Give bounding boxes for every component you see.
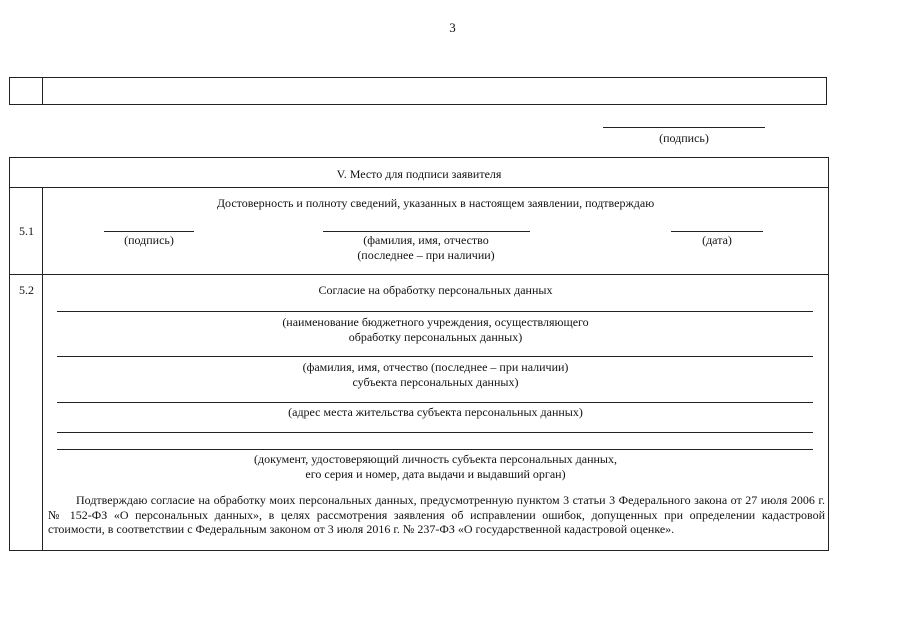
- row-5-2-number: 5.2: [19, 283, 34, 297]
- row-5-1-number: 5.1: [19, 224, 34, 238]
- row-5-1-name-line: [323, 231, 530, 232]
- top-signature-caption: (подпись): [659, 131, 709, 145]
- top-table-row: [9, 77, 827, 105]
- address-caption: (адрес места жительства субъекта персональных данных): [288, 405, 583, 419]
- document-caption-2: его серия и номер, дата выдачи и выдавший орган): [305, 467, 566, 481]
- institution-caption-1: (наименование бюджетного учреждения, осуществляющего: [282, 315, 589, 329]
- subject-name-caption-1: (фамилия, имя, отчество (последнее – при наличии): [302, 360, 569, 374]
- row-5-1-name-caption-1: (фамилия, имя, отчество: [363, 233, 489, 247]
- document-caption-1: (документ, удостоверяющий личность субъекта персональных данных,: [254, 452, 617, 466]
- row-5-1-name-caption-2: (последнее – при наличии): [357, 248, 495, 262]
- row-5-1-signature-line: [104, 231, 194, 232]
- consent-paragraph: Подтверждаю согласие на обработку моих персональных данных, предусмотренную пунктом 3 статьи 3 Федерального закона от 27 июля 2006 г. № 152-ФЗ «О персональных данных», в целях рассмотрения заявления об исправлении ошибок, допущенных при определении кадастровой стоимости, в соответствии с Федеральным законом от 3 июля 2016 г. № 237-ФЗ «О государственной кадастровой оценке».: [48, 493, 825, 536]
- row-5-1-statement: Достоверность и полноту сведений, указанных в настоящем заявлении, подтверждаю: [216, 196, 655, 210]
- section-v-title: V. Место для подписи заявителя: [336, 167, 502, 181]
- row-5-1-signature-caption: (подпись): [124, 233, 174, 247]
- document-line-2: [57, 449, 813, 450]
- page-number: 3: [449, 20, 456, 35]
- institution-caption-2: обработку персональных данных): [348, 330, 523, 344]
- subject-name-caption-2: субъекта персональных данных): [352, 375, 519, 389]
- row-5-1-date-caption: (дата): [702, 233, 732, 247]
- row-5-1-bottom-border: [10, 274, 828, 275]
- title-row-border: [10, 187, 828, 188]
- row-5-1-date-line: [671, 231, 763, 232]
- section-v-table: [9, 157, 829, 551]
- institution-line: [57, 311, 813, 312]
- address-line: [57, 402, 813, 403]
- subject-name-line: [57, 356, 813, 357]
- top-table-divider: [42, 78, 43, 104]
- top-signature-line: [603, 127, 765, 128]
- row-5-2-heading: Согласие на обработку персональных данных: [318, 283, 553, 297]
- document-line-1: [57, 432, 813, 433]
